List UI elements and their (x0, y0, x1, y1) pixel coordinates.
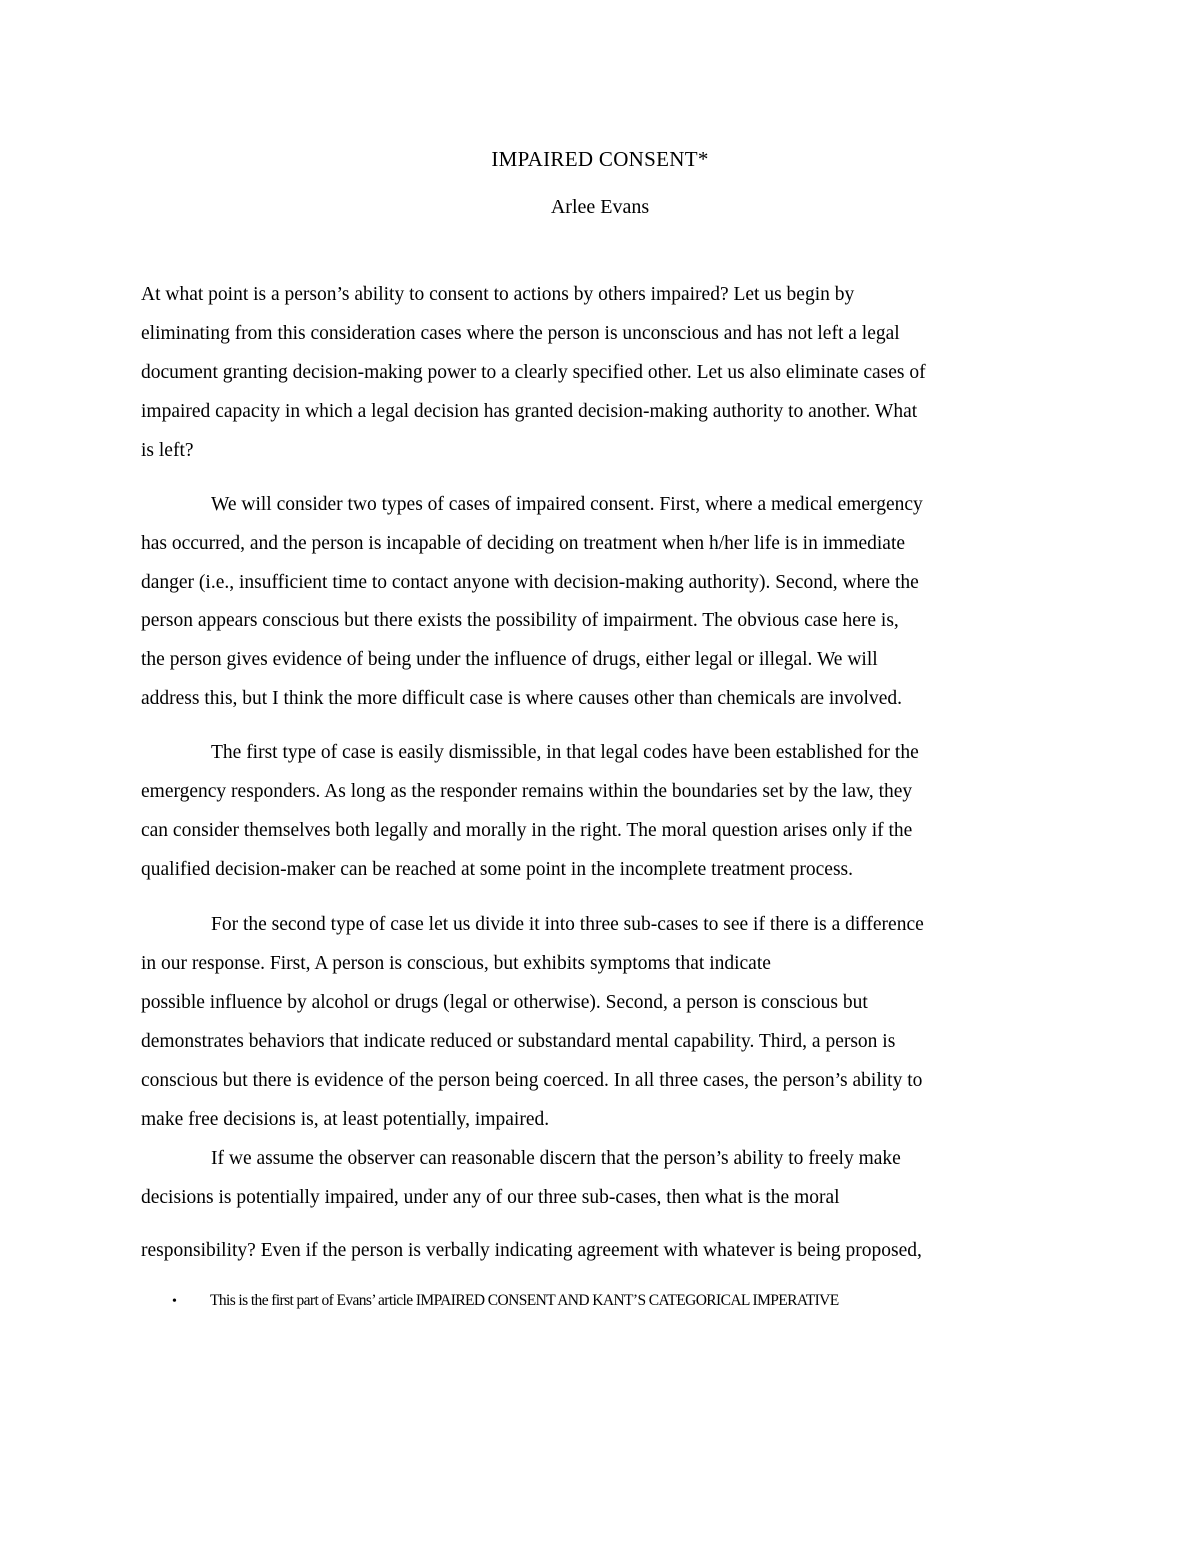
paragraph-4-line: conscious but there is evidence of the person being coerced. In all three cases, the person’s ability to (141, 1070, 923, 1091)
paragraph-3-line: The first type of case is easily dismissible, in that legal codes have been established for the (211, 742, 919, 763)
paragraph-1-line: impaired capacity in which a legal decision has granted decision-making authority to another. What (141, 401, 918, 422)
paragraph-5-line: If we assume the observer can reasonable discern that the person’s ability to freely make (211, 1148, 901, 1169)
paragraph-4-line: possible influence by alcohol or drugs (legal or otherwise). Second, a person is conscious but (141, 992, 868, 1013)
paragraph-2-line: has occurred, and the person is incapable of deciding on treatment when h/her life is in immediate (141, 533, 906, 554)
paragraph-3-line: can consider themselves both legally and morally in the right. The moral question arises only if the (141, 820, 913, 841)
paragraph-4-line: For the second type of case let us divide it into three sub-cases to see if there is a difference (211, 914, 924, 935)
author-name: Arlee Evans (550, 196, 650, 218)
paragraph-1-line: eliminating from this consideration cases where the person is unconscious and has not left a legal (141, 323, 900, 344)
paragraph-2-line: danger (i.e., insufficient time to contact anyone with decision-making authority). Second, where the (141, 572, 919, 593)
paragraph-2-line: We will consider two types of cases of impaired consent. First, where a medical emergency (211, 494, 923, 515)
paragraph-2-line: person appears conscious but there exists the possibility of impairment. The obvious case here is, (141, 610, 899, 631)
paragraph-1-line: is left? (141, 440, 194, 461)
document-title: IMPAIRED CONSENT* (491, 147, 709, 171)
paragraph-5-line: decisions is potentially impaired, under any of our three sub-cases, then what is the moral (141, 1187, 840, 1208)
paragraph-1-line: At what point is a person’s ability to consent to actions by others impaired? Let us begin by (141, 284, 855, 305)
paragraph-5-line: responsibility? Even if the person is verbally indicating agreement with whatever is being proposed, (141, 1240, 922, 1261)
paragraph-4-line: make free decisions is, at least potentially, impaired. (141, 1109, 550, 1130)
bullet-icon: • (172, 1294, 177, 1309)
paragraph-4-line: demonstrates behaviors that indicate reduced or substandard mental capability. Third, a person is (141, 1031, 896, 1052)
paragraph-3-line: qualified decision-maker can be reached at some point in the incomplete treatment process. (141, 859, 854, 880)
footnote-text: This is the first part of Evans’ article IMPAIRED CONSENT AND KANT’S CATEGORICAL IMPERATIVE (210, 1292, 839, 1309)
paragraph-1-line: document granting decision-making power to a clearly specified other. Let us also eliminate cases of (141, 362, 926, 383)
paragraph-3-line: emergency responders. As long as the responder remains within the boundaries set by the law, they (141, 781, 913, 802)
paragraph-4-line: in our response. First, A person is conscious, but exhibits symptoms that indicate (141, 953, 771, 974)
footnote (172, 1289, 839, 1314)
paragraph-2-line: address this, but I think the more difficult case is where causes other than chemicals are involved. (141, 688, 902, 709)
paragraph-2-line: the person gives evidence of being under the influence of drugs, either legal or illegal. We will (141, 649, 878, 670)
